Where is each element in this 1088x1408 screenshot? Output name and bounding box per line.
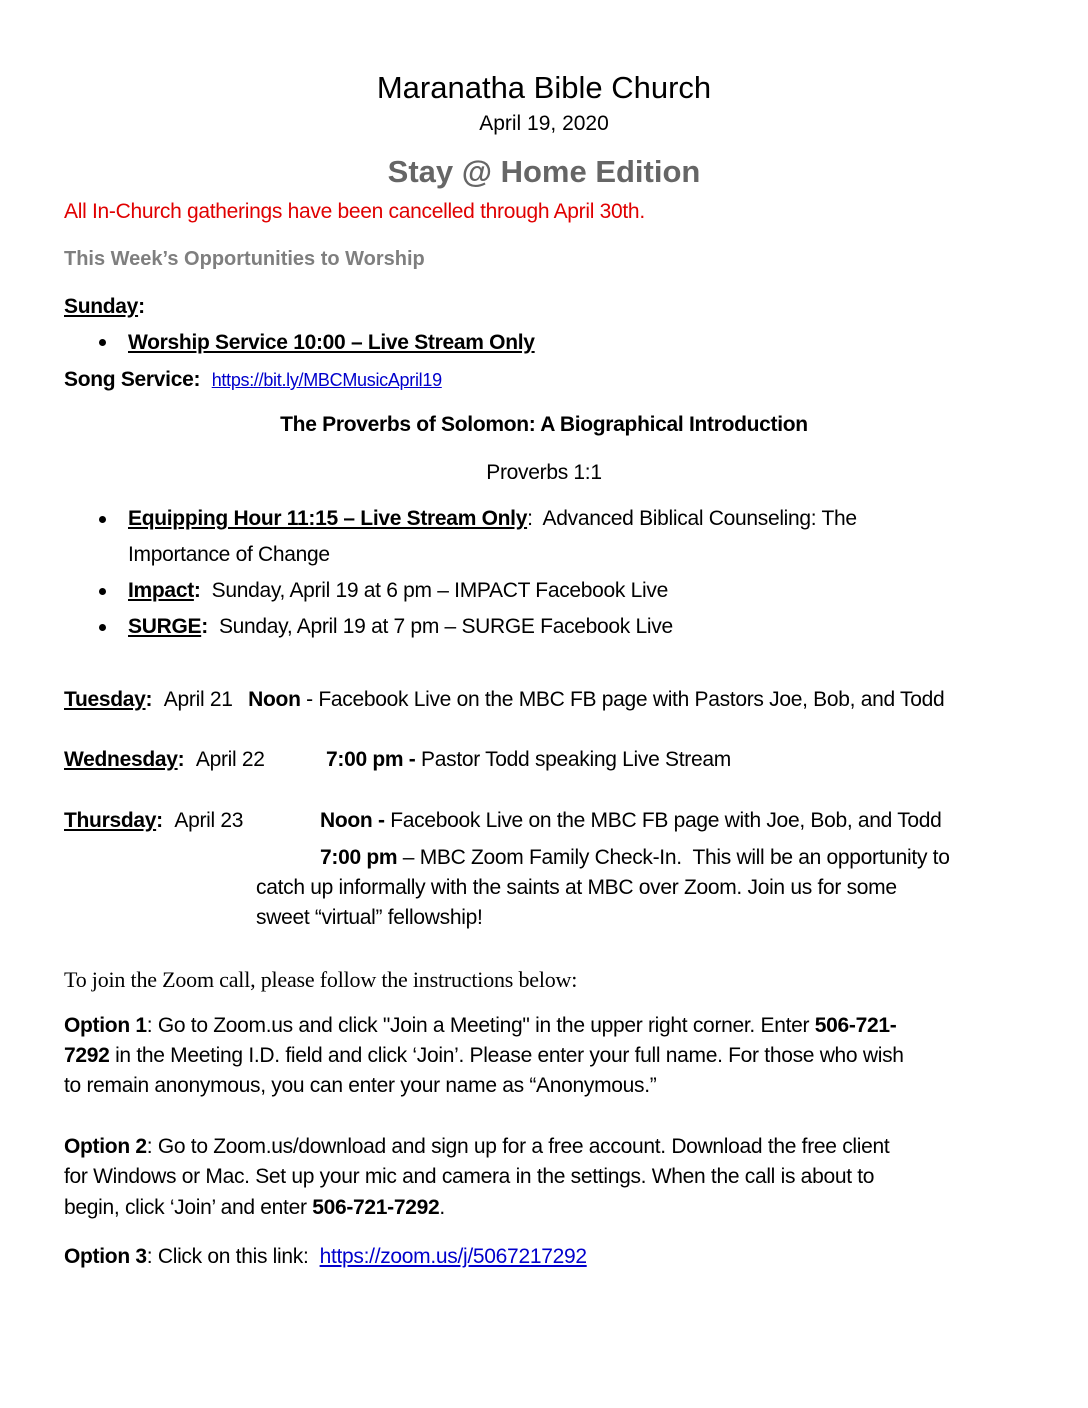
- church-name: Maranatha Bible Church: [376, 70, 712, 105]
- tuesday-label: Tuesday: [64, 688, 146, 711]
- wednesday-colon: :: [177, 748, 185, 771]
- tuesday-date: April 21: [163, 688, 233, 711]
- wednesday-label: Wednesday: [64, 748, 178, 771]
- impact-text: Sunday, April 19 at 6 pm – IMPACT Facebook Live: [200, 579, 668, 602]
- thursday-text-2-cont1: catch up informally with the saints at MBC over Zoom. Join us for some: [256, 876, 897, 899]
- zoom-intro: To join the Zoom call, please follow the instructions below:: [64, 967, 578, 992]
- song-service-row: [64, 368, 442, 392]
- sunday-heading: [64, 295, 145, 319]
- thursday-text-2-cont2: sweet “virtual” fellowship!: [256, 906, 483, 929]
- option3-label: Option 3: [64, 1245, 147, 1268]
- bullet-icon: [99, 624, 106, 631]
- option3-text: : Click on this link:: [146, 1245, 320, 1268]
- equipping-hour-label: Equipping Hour 11:15 – Live Stream Only: [128, 507, 528, 530]
- wednesday-event: [326, 748, 731, 772]
- sunday-colon: :: [138, 295, 145, 318]
- option3-row: [64, 1245, 587, 1269]
- sermon-passage: Proverbs 1:1: [486, 461, 602, 484]
- surge-label: SURGE: [128, 615, 202, 638]
- equipping-hour-sep: :: [527, 507, 533, 530]
- option2-line3: [64, 1196, 445, 1220]
- impact-label: Impact: [128, 579, 194, 602]
- thursday-event-1: [320, 809, 942, 833]
- cancellation-notice: All In-Church gatherings have been cancelled through April 30th.: [64, 200, 645, 223]
- impact-sep: :: [193, 579, 201, 602]
- option1-meeting-id-a: 506-721-: [814, 1014, 897, 1037]
- thursday-date: April 23: [174, 809, 244, 832]
- bullet-icon: [99, 588, 106, 595]
- bullet-icon: [99, 339, 106, 346]
- option1-text-a: : Go to Zoom.us and click "Join a Meeting" in the upper right corner. Enter: [146, 1014, 815, 1037]
- equipping-hour-text-cont: Importance of Change: [128, 543, 330, 566]
- option2-text-b: for Windows or Mac. Set up your mic and camera in the settings. When the call is about to: [64, 1165, 875, 1188]
- option1-text-b: in the Meeting I.D. field and click ‘Join’. Please enter your full name. For those who wish: [109, 1044, 904, 1067]
- wednesday-date: April 22: [195, 748, 265, 771]
- thursday-colon: :: [156, 809, 163, 832]
- tuesday-row: [64, 688, 944, 712]
- option2-line1: [64, 1135, 889, 1159]
- option2-label: Option 2: [64, 1135, 147, 1158]
- thursday-time-1: Noon -: [320, 809, 385, 832]
- thursday-text-2: – MBC Zoom Family Check-In. This will be an opportunity to: [397, 846, 950, 869]
- surge-sep: :: [201, 615, 208, 638]
- tuesday-text: - Facebook Live on the MBC FB page with Pastors Joe, Bob, and Todd: [300, 688, 945, 711]
- section-title: This Week’s Opportunities to Worship: [64, 248, 425, 270]
- impact-item: [128, 579, 668, 603]
- song-service-link[interactable]: https://bit.ly/MBCMusicApril19: [211, 370, 442, 390]
- wednesday-text: Pastor Todd speaking Live Stream: [415, 748, 731, 771]
- option1-meeting-id-b: 7292: [64, 1044, 110, 1067]
- thursday-row: [64, 809, 243, 833]
- equipping-hour-text: Advanced Biblical Counseling: The: [532, 507, 857, 530]
- option2-end: .: [439, 1196, 445, 1219]
- sermon-title: The Proverbs of Solomon: A Biographical Introduction: [280, 413, 808, 436]
- option2-text-a: : Go to Zoom.us/download and sign up for a free account. Download the free client: [146, 1135, 890, 1158]
- thursday-label: Thursday: [64, 809, 157, 832]
- option1-text-c: to remain anonymous, you can enter your name as “Anonymous.”: [64, 1074, 657, 1097]
- tuesday-time: Noon: [248, 688, 301, 711]
- surge-text: Sunday, April 19 at 7 pm – SURGE Facebook Live: [207, 615, 673, 638]
- option2-meeting-id: 506-721-7292: [312, 1196, 440, 1219]
- thursday-text-1: Facebook Live on the MBC FB page with Joe, Bob, and Todd: [384, 809, 942, 832]
- edition-title: Stay @ Home Edition: [387, 154, 701, 189]
- surge-item: [128, 615, 673, 639]
- thursday-time-2: 7:00 pm: [320, 846, 398, 869]
- worship-service: Worship Service 10:00 – Live Stream Only: [128, 331, 535, 354]
- bulletin-date: April 19, 2020: [479, 112, 609, 135]
- option2-text-c: begin, click ‘Join’ and enter: [64, 1196, 313, 1219]
- song-service-label: Song Service:: [64, 368, 201, 391]
- equipping-hour-item: [128, 507, 857, 531]
- option1-label: Option 1: [64, 1014, 147, 1037]
- option1-line2: [64, 1044, 904, 1068]
- option3-link[interactable]: https://zoom.us/j/5067217292: [319, 1245, 587, 1268]
- thursday-event-2: [320, 846, 950, 870]
- sunday-label: Sunday: [64, 295, 139, 318]
- wednesday-row: [64, 748, 265, 772]
- tuesday-colon: :: [145, 688, 153, 711]
- option1-line1: [64, 1014, 896, 1038]
- wednesday-time: 7:00 pm -: [326, 748, 416, 771]
- bullet-icon: [99, 516, 106, 523]
